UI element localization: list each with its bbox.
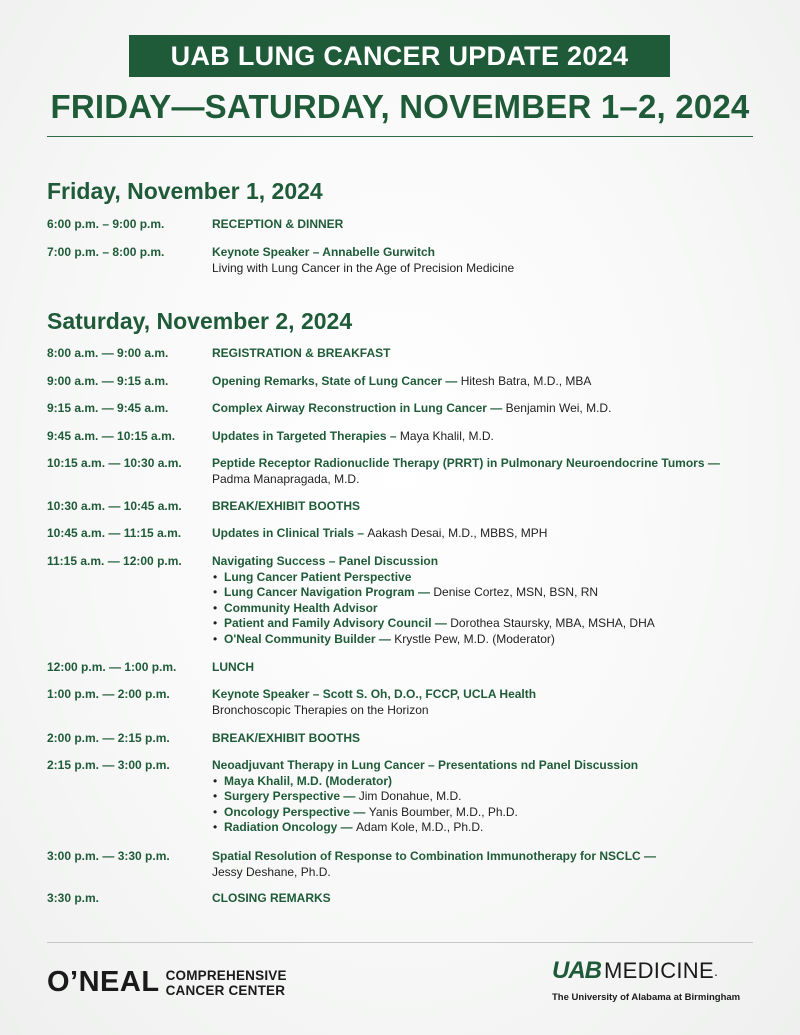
session-title: Updates in Clinical Trials – xyxy=(212,526,368,540)
list-item: • Oncology Perspective — Yanis Boumber, M.D., Ph.D. xyxy=(212,805,753,821)
session-title: BREAK/EXHIBIT BOOTHS xyxy=(212,499,361,513)
cancer-center-wordmark: COMPREHENSIVE CANCER CENTER xyxy=(165,967,287,998)
session-title: Navigating Success – Panel Discussion xyxy=(212,554,439,568)
session-speaker: Padma Manapragada, M.D. xyxy=(212,471,360,486)
event-title-banner: UAB LUNG CANCER UPDATE 2024 xyxy=(129,35,670,77)
session-time: 9:15 a.m. — 9:45 a.m. xyxy=(47,401,169,415)
session-time: 9:45 a.m. — 10:15 a.m. xyxy=(47,429,176,443)
session-speaker: Maya Khalil, M.D. xyxy=(399,429,494,443)
session-speaker: Benjamin Wei, M.D. xyxy=(505,401,612,415)
list-item: • Lung Cancer Patient Perspective xyxy=(212,570,753,586)
oneal-logo xyxy=(47,966,287,999)
session-title: Keynote Speaker – Annabelle Gurwitch xyxy=(212,245,435,259)
session-title: Spatial Resolution of Response to Combination Immunotherapy for NSCLC — xyxy=(212,849,657,863)
list-item: • Surgery Perspective — Jim Donahue, M.D. xyxy=(212,789,753,805)
session-title: Opening Remarks, State of Lung Cancer — xyxy=(212,374,461,388)
list-item: • Patient and Family Advisory Council — Dorothea Staursky, MBA, MSHA, DHA xyxy=(212,616,753,632)
session-time: 1:00 p.m. — 2:00 p.m. xyxy=(47,687,170,701)
session-title: BREAK/EXHIBIT BOOTHS xyxy=(212,731,361,745)
session-time: 3:30 p.m. xyxy=(47,891,100,905)
session-title: RECEPTION & DINNER xyxy=(212,217,344,231)
session-title: CLOSING REMARKS xyxy=(212,891,331,905)
session-title: Updates in Targeted Therapies – xyxy=(212,429,400,443)
event-date-range: FRIDAY—SATURDAY, NOVEMBER 1–2, 2024 xyxy=(50,88,750,125)
saturday-heading: Saturday, November 2, 2024 xyxy=(47,308,353,334)
session-speaker: Aakash Desai, M.D., MBBS, MPH xyxy=(367,526,548,540)
footer-divider xyxy=(47,942,753,943)
session-time: 10:15 a.m. — 10:30 a.m. xyxy=(47,456,182,470)
session-time: 10:30 a.m. — 10:45 a.m. xyxy=(47,499,182,513)
session-time: 11:15 a.m. — 12:00 p.m. xyxy=(47,554,182,568)
panel-list xyxy=(212,774,753,836)
session-title: LUNCH xyxy=(212,660,254,674)
session-subtitle: Living with Lung Cancer in the Age of Precision Medicine xyxy=(212,260,515,275)
session-time: 9:00 a.m. — 9:15 a.m. xyxy=(47,374,169,388)
friday-heading: Friday, November 1, 2024 xyxy=(47,178,323,204)
session-subtitle: Bronchoscopic Therapies on the Horizon xyxy=(212,702,429,717)
uab-mark-icon: UAB xyxy=(552,957,601,984)
panel-list xyxy=(212,570,753,648)
university-name: The University of Alabama at Birmingham xyxy=(552,992,741,1003)
session-time: 3:00 p.m. — 3:30 p.m. xyxy=(47,849,170,863)
session-time: 12:00 p.m. — 1:00 p.m. xyxy=(47,660,177,674)
oneal-wordmark: O’NEAL xyxy=(47,966,160,998)
list-item: • Radiation Oncology — Adam Kole, M.D., Ph.D. xyxy=(212,820,753,836)
session-speaker: Jessy Deshane, Ph.D. xyxy=(212,864,331,879)
list-item: • Community Health Advisor xyxy=(212,601,753,617)
header-divider xyxy=(47,136,753,137)
session-time: 7:00 p.m. – 8:00 p.m. xyxy=(47,245,165,259)
session-title: REGISTRATION & BREAKFAST xyxy=(212,346,391,360)
session-time: 6:00 p.m. – 9:00 p.m. xyxy=(47,217,165,231)
session-speaker: Hitesh Batra, M.D., MBA xyxy=(460,374,592,388)
session-title: Keynote Speaker – Scott S. Oh, D.O., FCCP, UCLA Health xyxy=(212,687,537,701)
medicine-wordmark: MEDICINE xyxy=(604,958,714,983)
session-title: Neoadjuvant Therapy in Lung Cancer – Presentations nd Panel Discussion xyxy=(212,758,639,772)
session-time: 10:45 a.m. — 11:15 a.m. xyxy=(47,526,182,540)
session-title: Peptide Receptor Radionuclide Therapy (PRRT) in Pulmonary Neuroendocrine Tumors — xyxy=(212,456,720,470)
list-item: • O'Neal Community Builder — Krystle Pew, M.D. (Moderator) xyxy=(212,632,753,648)
list-item: • Maya Khalil, M.D. (Moderator) xyxy=(212,774,753,790)
session-time: 2:00 p.m. — 2:15 p.m. xyxy=(47,731,170,745)
session-time: 2:15 p.m. — 3:00 p.m. xyxy=(47,758,170,772)
uab-medicine-logo: UAB MEDICINE . The University of Alabama at Birmingham xyxy=(552,958,752,1003)
session-title: Complex Airway Reconstruction in Lung Cancer — xyxy=(212,401,506,415)
session-time: 8:00 a.m. — 9:00 a.m. xyxy=(47,346,169,360)
list-item: • Lung Cancer Navigation Program — Denise Cortez, MSN, BSN, RN xyxy=(212,585,753,601)
